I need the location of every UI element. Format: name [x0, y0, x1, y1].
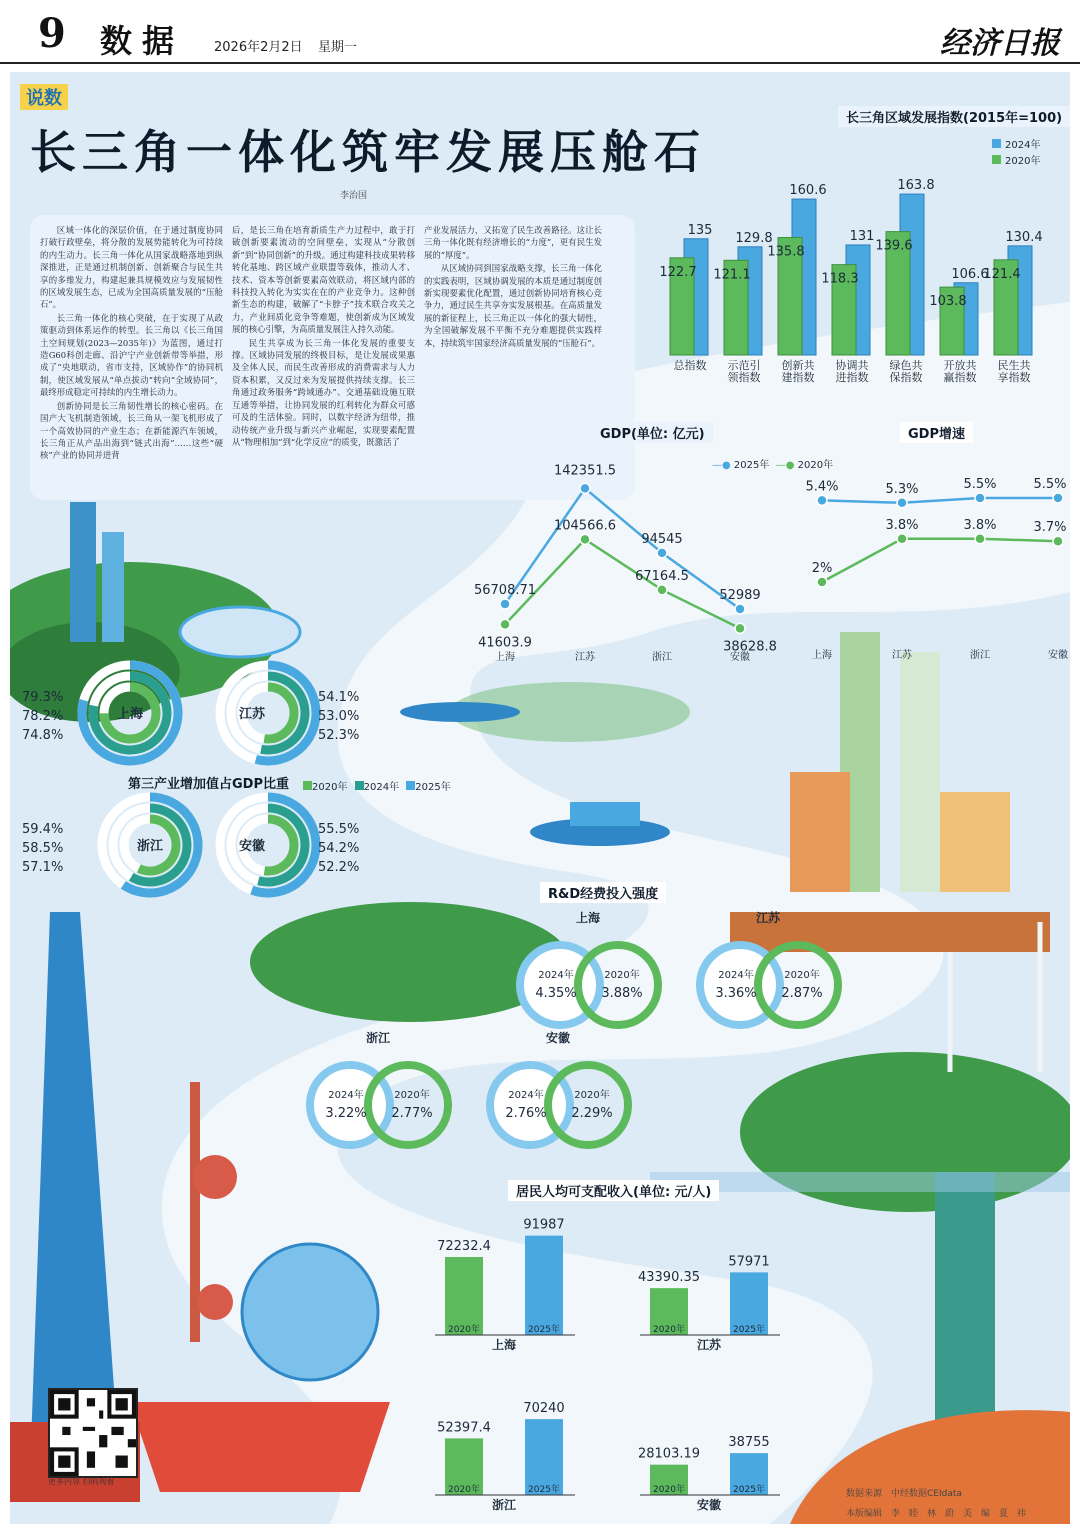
ring-arc	[264, 819, 294, 871]
growth-data-point	[897, 534, 907, 544]
index-category-label: 创新共	[781, 359, 815, 372]
index-value-2024: 131	[849, 228, 875, 244]
growth-data-point	[897, 498, 907, 508]
growth-value-2025: 5.4%	[805, 479, 839, 495]
gdp-data-point	[500, 599, 510, 609]
income-value-2020: 43390.35	[637, 1270, 701, 1286]
ring-value-label: 54.2%	[318, 841, 360, 856]
growth-series-line	[822, 539, 1058, 582]
article-paragraph: 产业发展活力，又拓宽了民生改善路径。这让长三角一体化既有经济增长的“力度”，更有民生发展的“厚度”。	[424, 225, 602, 260]
legend-label: 2025年	[733, 460, 770, 471]
ring-province-label: 江苏	[238, 707, 266, 722]
ring-value-label: 52.3%	[318, 728, 360, 743]
income-value-2025: 57971	[728, 1254, 770, 1270]
index-chart-title: 长三角区域发展指数(2015年=100)	[838, 106, 1070, 127]
index-value-2020: 135.8	[767, 244, 805, 260]
growth-data-point	[817, 577, 827, 587]
index-category-label: 示范引	[727, 359, 761, 372]
gdp-category-label: 安徽	[730, 652, 750, 663]
income-bar-2025	[525, 1419, 563, 1495]
legend-label: 2024年	[363, 782, 400, 793]
issue-weekday: 星期一	[318, 40, 358, 55]
growth-line-chart	[790, 470, 1080, 670]
income-year-label: 2020年	[653, 1325, 685, 1335]
gdp-data-point	[657, 548, 667, 558]
income-value-2025: 70240	[523, 1401, 565, 1417]
rd-year-label: 2024年	[538, 970, 574, 981]
article-column-3	[424, 224, 602, 350]
index-value-2020: 121.1	[713, 267, 751, 283]
growth-chart-title: GDP增速	[900, 422, 973, 443]
income-province-label: 上海	[491, 1338, 517, 1352]
gdp-data-point	[580, 534, 590, 544]
growth-value-2025: 5.5%	[1033, 477, 1067, 492]
rd-value-2020: 2.29%	[571, 1106, 613, 1121]
index-category-label: 领指数	[727, 371, 761, 384]
qr-caption: 更多内容 扫码观看	[48, 1477, 115, 1486]
rd-year-label: 2020年	[784, 970, 820, 981]
rd-year-label: 2024年	[508, 1090, 544, 1101]
index-value-2024: 106.6	[951, 266, 989, 282]
income-value-2020: 28103.19	[637, 1446, 701, 1462]
income-year-label: 2025年	[528, 1325, 560, 1335]
qr-code-pattern	[50, 1390, 136, 1476]
tertiary-chart-title: 第三产业增加值占GDP比重	[120, 772, 297, 793]
rd-province-label: 上海	[575, 911, 601, 925]
gdp-category-label: 浙江	[652, 652, 672, 663]
gdp-value-2025: 142351.5	[553, 463, 617, 479]
rd-year-label: 2024年	[328, 1090, 364, 1101]
index-category-label: 总指数	[673, 359, 707, 372]
rd-value-2024: 4.35%	[535, 986, 577, 1001]
index-category-label: 民生共	[997, 359, 1031, 372]
legend-label: 2020年	[1005, 156, 1041, 167]
income-bar-chart	[420, 1195, 800, 1525]
rd-value-2020: 2.77%	[391, 1106, 433, 1121]
article-column-2	[232, 224, 415, 449]
author: 李治国	[340, 191, 368, 201]
legend-swatch-blue: —●	[712, 460, 731, 471]
growth-series-line	[822, 498, 1058, 503]
article-paragraph: 从区域协同到国家战略支撑，长三角一体化的实践表明，区域协调发展的本质是通过制度创新实现要素优化配置，通过创新协同培育核心竞争力，通过民生共享夯实发展根基。在高质量发展的新征程上，长三角正以一体化的强大韧性，为全国破解发展不平衡不充分难题提供实践样本，持续筑牢国家经济高质量发展的“压舱石”。	[424, 263, 602, 348]
legend-label: 2024年	[1005, 140, 1041, 151]
income-year-label: 2025年	[733, 1485, 765, 1495]
legend-label: 2020年	[797, 460, 834, 471]
ring-value-label: 78.2%	[22, 709, 64, 724]
income-province-label: 浙江	[491, 1498, 517, 1512]
ring-province-label: 上海	[116, 707, 144, 722]
ring-value-label: 53.0%	[318, 709, 360, 724]
growth-value-2020: 3.8%	[963, 517, 997, 533]
gdp-data-point	[500, 619, 510, 629]
ring-value-label: 79.3%	[22, 690, 64, 705]
growth-value-2020: 2%	[811, 561, 833, 576]
index-value-2024: 135	[687, 222, 713, 238]
ring-province-label: 安徽	[238, 839, 266, 854]
income-value-2025: 38755	[728, 1435, 770, 1451]
gdp-value-2025: 94545	[641, 531, 683, 547]
index-value-2020: 139.6	[875, 238, 913, 254]
index-value-2024: 160.6	[789, 183, 827, 199]
ring-value-label: 52.2%	[318, 860, 360, 875]
tertiary-ring-charts	[10, 655, 480, 915]
income-value-2020: 72232.4	[437, 1238, 491, 1254]
income-value-2020: 52397.4	[437, 1420, 491, 1436]
index-category-label: 赢指数	[943, 371, 977, 384]
growth-value-2025: 5.3%	[885, 481, 919, 497]
gdp-series-line	[505, 488, 740, 609]
ring-value-label: 59.4%	[22, 822, 64, 837]
rd-chart-title: R&D经费投入强度	[540, 882, 666, 903]
gdp-value-2020: 67164.5	[635, 568, 689, 584]
legend-label: 2020年	[312, 782, 348, 793]
section-title: 数据	[100, 22, 185, 60]
rd-value-2024: 3.36%	[715, 986, 757, 1001]
rd-intensity-chart	[250, 905, 890, 1165]
index-value-2020: 118.3	[821, 271, 859, 287]
rd-year-label: 2020年	[604, 970, 640, 981]
growth-category-label: 上海	[812, 650, 832, 661]
index-category-label: 协调共	[835, 359, 869, 372]
headline: 长三角一体化筑牢发展压舱石	[30, 125, 706, 179]
rd-value-2020: 3.88%	[601, 986, 643, 1001]
legend-swatch-green: —●	[775, 460, 795, 471]
article-column-1	[40, 224, 223, 463]
page-number: 9	[38, 10, 66, 57]
article-paragraph: 创新协同是长三角韧性增长的核心密码。在国产大飞机制造领域，长三角从一架飞机形成了一个高效协同的产业生态；在新能源汽车领域，长三角正从产品出海到“链式出海”……这些“硬核”产业的协同并进背	[40, 400, 223, 461]
index-bar-chart	[640, 140, 1060, 390]
rd-province-label: 安徽	[545, 1031, 571, 1045]
gdp-line-chart	[450, 450, 790, 670]
gdp-value-2020: 104566.6	[553, 518, 617, 534]
growth-data-point	[1053, 536, 1063, 546]
growth-value-2025: 5.5%	[963, 477, 997, 492]
gdp-value-2020: 38628.8	[723, 639, 777, 655]
rd-year-label: 2024年	[718, 970, 754, 981]
article-paragraph: 民生共享成为长三角一体化发展的重要支撑。区域协同发展的终极目标，是让发展成果惠及全体人民，而民生改善形成的消费需求与人力资本积累，又反过来为发展提供持续支撑。长三角通过政务服务“跨域通办”、交通基础设施互联互通等举措，让协同发展的红利转化为群众可感可及的生活体验。同时，以数字经济为纽带，推动传统产业升级与新兴产业崛起，实现要素配置从“物理相加”到“化学反应”的质变，既激活了	[232, 337, 415, 447]
ring-value-label: 57.1%	[22, 860, 64, 875]
rd-value-2020: 2.87%	[781, 986, 823, 1001]
qr-code[interactable]	[48, 1388, 138, 1478]
article-paragraph: 后，是长三角在培育新质生产力过程中，敢于打破创新要素流动的空间壁垒，实现从“分散创新”到“协同创新”的升级。通过构建科技成果转移转化基地、跨区域产业联盟等载体，推动人才、技术、资本等创新要素高效联动，将区域内部的科技投入转化为实实在在的产业竞争力。这种创新生态的构建，破解了“卡脖子”技术联合攻关之力，产业间质化竞争等难题，使创新成为区域发展的核心引擎，为高质量发展注入持久动能。	[232, 225, 415, 335]
ring-value-label: 74.8%	[22, 728, 64, 743]
issue-date: 2026年2月2日	[214, 40, 303, 55]
gdp-chart-title: GDP(单位: 亿元)	[592, 422, 713, 443]
column-tag: 说数	[20, 84, 68, 110]
income-province-label: 江苏	[696, 1338, 722, 1352]
growth-value-2020: 3.8%	[885, 517, 919, 533]
growth-category-label: 浙江	[970, 650, 990, 661]
index-value-2020: 121.4	[983, 266, 1021, 282]
newspaper-logo: 经济日报	[940, 26, 1060, 61]
article-paragraph: 长三角一体化的核心突破，在于实现了从政策驱动到体系运作的转型。长三角以《长三角国土空间规划(2023—2035年)》为蓝图，通过打造G60科创走廊、沿沪宁产业创新带等举措，形成了“央地联动，省市支持，区域协作”的协同机制，使区域发展从“单点拔动”转向“全域协同”，最终形成稳定可持续的内生增长动力。	[40, 312, 223, 398]
growth-category-label: 江苏	[892, 650, 912, 661]
article-paragraph: 区域一体化的深层价值，在于通过制度协同打破行政壁垒，将分散的发展势能转化为可持续的内生动力。长三角一体化从国家战略落地到纵深推进，正是通过机制创新、创新聚合与民生共享的多维发力，构建起兼具规模效应与发展韧性的区域发展生态，已成为全国高质量发展的“压舱石”。	[40, 225, 223, 310]
index-category-label: 建指数	[781, 371, 815, 384]
gdp-category-label: 上海	[495, 652, 515, 663]
index-category-label: 进指数	[835, 371, 869, 384]
income-province-label: 安徽	[696, 1498, 722, 1512]
rd-province-label: 浙江	[365, 1031, 391, 1045]
index-value-2024: 129.8	[735, 230, 773, 246]
income-year-label: 2025年	[528, 1485, 560, 1495]
growth-data-point	[1053, 493, 1063, 503]
gdp-data-point	[657, 585, 667, 595]
income-bar-2020	[445, 1257, 483, 1335]
index-value-2020: 103.8	[929, 294, 967, 310]
income-year-label: 2020年	[448, 1325, 480, 1335]
ring-province-label: 浙江	[136, 839, 164, 854]
income-year-label: 2025年	[733, 1325, 765, 1335]
rd-value-2024: 2.76%	[505, 1106, 547, 1121]
ring-value-label: 54.1%	[318, 690, 360, 705]
income-value-2025: 91987	[523, 1217, 565, 1233]
growth-data-point	[975, 534, 985, 544]
gdp-value-2020: 41603.9	[478, 635, 532, 651]
gdp-value-2025: 52989	[719, 587, 761, 603]
income-chart-title: 居民人均可支配收入(单位: 元/人)	[508, 1180, 719, 1201]
rd-year-label: 2020年	[394, 1090, 430, 1101]
growth-value-2020: 3.7%	[1033, 520, 1067, 536]
rd-year-label: 2020年	[574, 1090, 610, 1101]
index-value-2024: 163.8	[897, 178, 935, 194]
growth-data-point	[817, 495, 827, 505]
ring-value-label: 55.5%	[318, 822, 360, 837]
data-source: 数据来源 中经数据CEIdata	[846, 1489, 962, 1499]
income-year-label: 2020年	[448, 1485, 480, 1495]
editors-credit: 本版编辑 李 睦 林 蔚 美 编 夏 祎	[846, 1509, 1027, 1519]
index-category-label: 开放共	[943, 359, 977, 372]
income-bar-2025	[525, 1236, 563, 1335]
index-category-label: 享指数	[997, 371, 1031, 384]
index-category-label: 保指数	[889, 371, 923, 384]
gdp-data-point	[735, 623, 745, 633]
growth-data-point	[975, 493, 985, 503]
gdp-data-point	[735, 604, 745, 614]
rd-value-2024: 3.22%	[325, 1106, 367, 1121]
growth-category-label: 安徽	[1048, 650, 1068, 661]
ring-value-label: 58.5%	[22, 841, 64, 856]
index-value-2024: 130.4	[1005, 229, 1043, 245]
gdp-value-2025: 56708.71	[473, 582, 537, 598]
gdp-data-point	[580, 483, 590, 493]
rd-province-label: 江苏	[755, 911, 781, 925]
legend-label: 2025年	[415, 782, 451, 793]
ring-arc	[264, 687, 294, 739]
income-year-label: 2020年	[653, 1485, 685, 1495]
gdp-category-label: 江苏	[575, 652, 595, 663]
index-category-label: 绿色共	[889, 359, 923, 372]
index-value-2020: 122.7	[659, 264, 697, 280]
